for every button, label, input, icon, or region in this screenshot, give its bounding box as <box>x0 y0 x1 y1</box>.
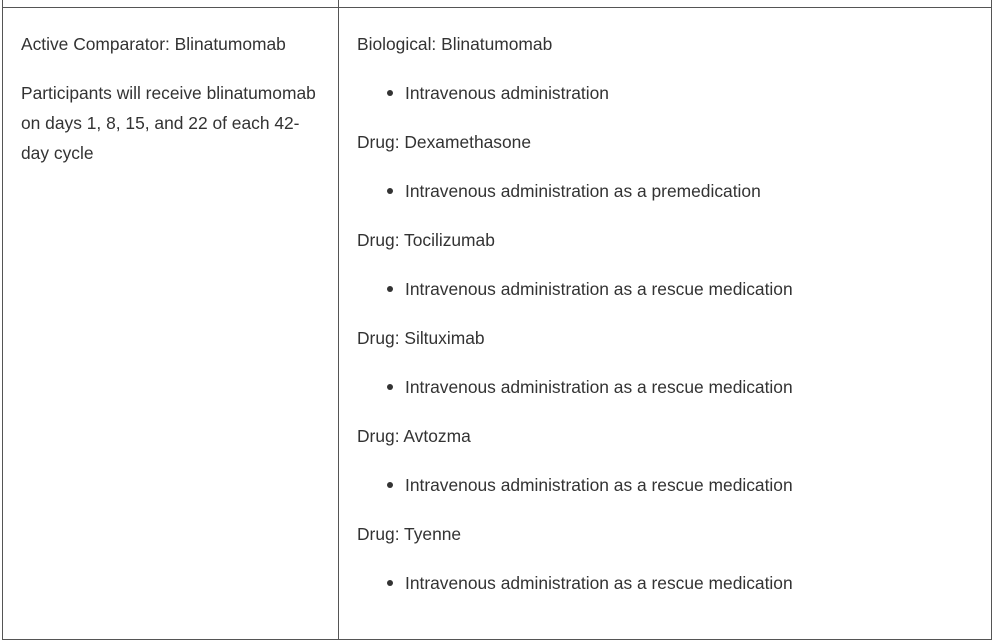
bullet-icon <box>387 188 393 194</box>
intervention-detail-text: Intravenous administration as a rescue medication <box>405 573 793 593</box>
intervention-detail-text: Intravenous administration as a rescue medication <box>405 279 793 299</box>
intervention-detail-text: Intravenous administration as a premedication <box>405 181 761 201</box>
arm-group-title: Active Comparator: Blinatumomab <box>21 34 286 54</box>
intervention-detail-text: Intravenous administration <box>405 83 609 103</box>
previous-row-arm-cell <box>3 0 339 8</box>
bullet-icon <box>387 90 393 96</box>
bullet-icon <box>387 384 393 390</box>
previous-row-stub <box>3 0 992 8</box>
arm-group-description: Participants will receive blinatumomab on days 1, 8, 15, and 22 of each 42-day cycle <box>21 83 316 163</box>
intervention-name: Drug: Siltuximab <box>357 328 485 348</box>
arm-group-cell <box>3 8 339 640</box>
previous-row-intervention-cell <box>339 0 992 8</box>
intervention-name: Drug: Avtozma <box>357 426 471 446</box>
intervention-detail-item <box>387 176 973 206</box>
intervention-name: Drug: Tyenne <box>357 524 462 544</box>
table-row <box>3 8 992 640</box>
intervention-details <box>357 176 973 206</box>
intervention-detail-item <box>387 372 973 402</box>
intervention-detail-text: Intravenous administration as a rescue medication <box>405 475 793 495</box>
arm-group-content <box>3 8 338 168</box>
intervention-detail-item <box>387 470 973 500</box>
intervention-detail-item <box>387 274 973 304</box>
intervention-name: Drug: Tocilizumab <box>357 230 495 250</box>
intervention-detail-item <box>387 568 973 598</box>
intervention-details <box>357 78 973 108</box>
intervention-details <box>357 568 973 598</box>
intervention-detail-item <box>387 78 973 108</box>
intervention-name: Drug: Dexamethasone <box>357 132 531 152</box>
intervention-details <box>357 274 973 304</box>
arms-interventions-table <box>2 0 992 640</box>
bullet-icon <box>387 580 393 586</box>
intervention-details <box>357 372 973 402</box>
intervention-cell <box>339 8 992 640</box>
bullet-icon <box>387 286 393 292</box>
intervention-list <box>339 8 991 598</box>
intervention-detail-text: Intravenous administration as a rescue medication <box>405 377 793 397</box>
intervention-details <box>357 470 973 500</box>
intervention-name: Biological: Blinatumomab <box>357 34 553 54</box>
bullet-icon <box>387 482 393 488</box>
